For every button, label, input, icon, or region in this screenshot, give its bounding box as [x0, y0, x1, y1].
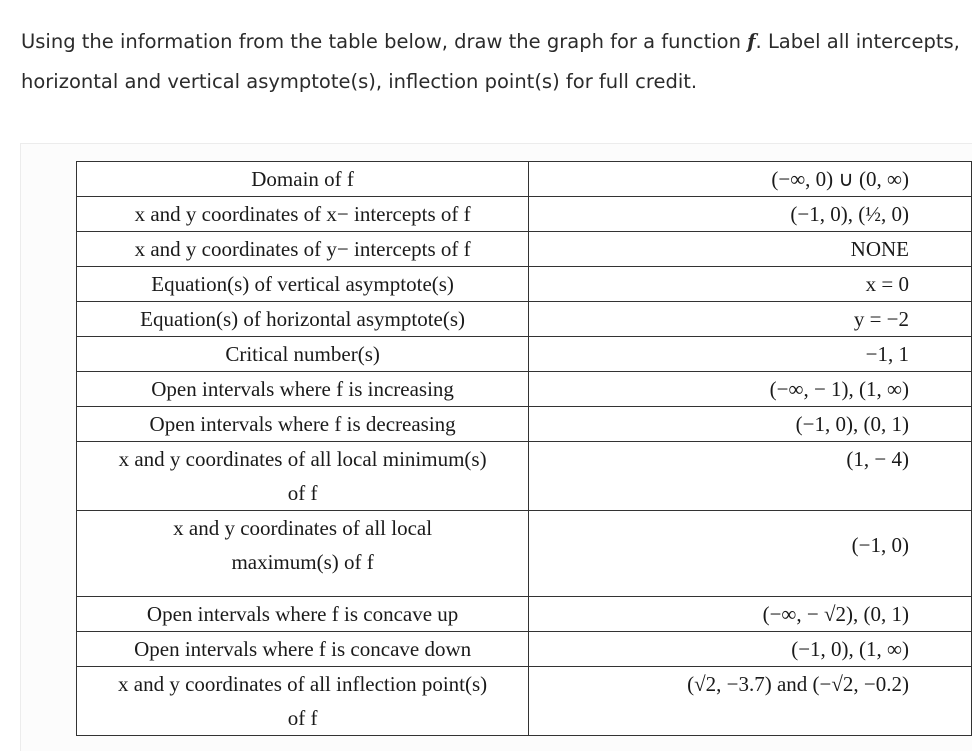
row-label-increasing: Open intervals where f is increasing — [77, 372, 529, 407]
row-value-concave-up: (−∞, − √2), (0, 1) — [529, 597, 972, 632]
prompt-function-symbol: f — [747, 30, 756, 53]
row-value-horizontal-asymptote: y = −2 — [529, 302, 972, 337]
question-prompt — [21, 22, 961, 102]
row-value-critical-numbers: −1, 1 — [529, 337, 972, 372]
table-row — [77, 511, 972, 597]
table-row — [77, 302, 972, 337]
table-row — [77, 232, 972, 267]
row-label-horizontal-asymptote: Equation(s) of horizontal asymptote(s) — [77, 302, 529, 337]
row-label-x-intercepts: x and y coordinates of x− intercepts of f — [77, 197, 529, 232]
row-label-vertical-asymptote: Equation(s) of vertical asymptote(s) — [77, 267, 529, 302]
prompt-text-after: . Label all intercepts, horizontal and vertical asymptote(s), inflection point(s) for full credit. — [21, 30, 960, 93]
table-row — [77, 667, 972, 736]
row-label-decreasing: Open intervals where f is decreasing — [77, 407, 529, 442]
row-label-y-intercepts: x and y coordinates of y− intercepts of f — [77, 232, 529, 267]
row-value-local-minimum: (1, − 4) — [529, 442, 972, 511]
row-label-domain: Domain of f — [77, 162, 529, 197]
row-value-vertical-asymptote: x = 0 — [529, 267, 972, 302]
row-value-local-maximum: (−1, 0) — [529, 511, 972, 597]
row-value-inflection-points: (√2, −3.7) and (−√2, −0.2) — [529, 667, 972, 736]
row-label-inflection-points: x and y coordinates of all inflection point(s) of f — [77, 667, 529, 736]
table-row — [77, 267, 972, 302]
prompt-text-before: Using the information from the table below, draw the graph for a function — [21, 30, 748, 53]
row-label-concave-up: Open intervals where f is concave up — [77, 597, 529, 632]
function-info-table — [76, 161, 972, 736]
row-label-local-maximum: x and y coordinates of all local maximum(s) of f — [77, 511, 529, 597]
table-row — [77, 337, 972, 372]
row-label-concave-down: Open intervals where f is concave down — [77, 632, 529, 667]
table-row — [77, 442, 972, 511]
table-row — [77, 597, 972, 632]
table-row — [77, 407, 972, 442]
table-row — [77, 197, 972, 232]
row-label-critical-numbers: Critical number(s) — [77, 337, 529, 372]
row-label-local-minimum: x and y coordinates of all local minimum(s) of f — [77, 442, 529, 511]
row-value-concave-down: (−1, 0), (1, ∞) — [529, 632, 972, 667]
table-row — [77, 632, 972, 667]
row-value-y-intercepts: NONE — [529, 232, 972, 267]
row-value-increasing: (−∞, − 1), (1, ∞) — [529, 372, 972, 407]
table-row — [77, 372, 972, 407]
row-value-domain: (−∞, 0) ∪ (0, ∞) — [529, 162, 972, 197]
table-row — [77, 162, 972, 197]
row-value-x-intercepts: (−1, 0), (½, 0) — [529, 197, 972, 232]
row-value-decreasing: (−1, 0), (0, 1) — [529, 407, 972, 442]
